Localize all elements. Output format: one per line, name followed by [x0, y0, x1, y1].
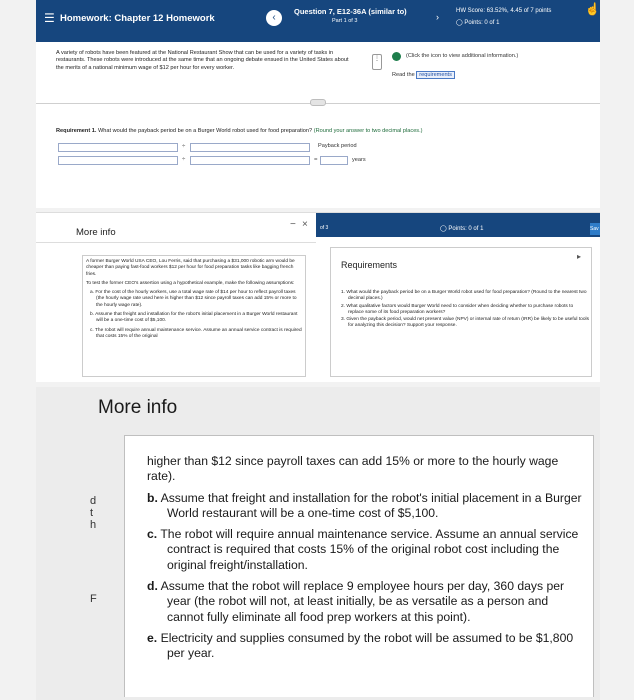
- more-info-para-2: To test the former CEO's assertion using a hypothetical example, make the following assumptions:: [86, 280, 295, 286]
- assumption-letter-b: b.: [147, 490, 158, 505]
- top-header-bar: [36, 0, 600, 42]
- formula-input-4[interactable]: [190, 156, 310, 165]
- years-label: years: [352, 157, 366, 163]
- margin-mark-3: h: [90, 519, 97, 531]
- payback-period-label: Payback period: [318, 143, 357, 149]
- requirement-item-3: 3. Given the payback period, would net present value (NPV) or internal rate of return (IRR) be likely to be useful tools for analyzing this decision? Support your response.: [341, 317, 589, 329]
- requirements-title: Requirements: [341, 260, 398, 270]
- save-button[interactable]: Sav: [590, 223, 600, 235]
- assumption-text-d: Assume that the robot will replace 9 employee hours per day, 360 days per year (the robot will not, at least initially, be as versatile as a person and cannot fully eliminate all food prep workers at this point).: [160, 579, 565, 624]
- requirements-points: ◯ Points: 0 of 1: [440, 226, 484, 232]
- requirements-header-bar: [316, 213, 600, 237]
- equals-symbol: =: [314, 157, 318, 163]
- assumption-letter-d: d.: [147, 579, 158, 594]
- question-part: Part 1 of 3: [332, 18, 358, 24]
- read-the-label: Read the: [392, 72, 415, 78]
- payback-years-input[interactable]: [320, 156, 348, 165]
- margin-mark-2: t: [90, 507, 94, 519]
- margin-mark-4: F: [90, 593, 97, 605]
- more-info-item-b: b. Assume that freight and installation for the robot's initial placement in a Burger World restaurant will be a one-time cost of $5,100.: [90, 312, 298, 324]
- more-info-large-text: [147, 454, 587, 668]
- more-info-item-a: a. For the cost of the hourly workers, use a total wage rate of $14 per hour to reflect payroll taxes (the hourly wage rate used here is higher than $12 since payroll taxes can add 15% or more to the hourly wage rate).: [90, 290, 297, 308]
- points-text: Points: 0 of 1: [464, 20, 500, 26]
- requirement-item-2: 2. What qualitative factors would Burger World need to consider when deciding whether to purchase robots to replace some of its food preparation workers?: [341, 303, 574, 315]
- requirements-button[interactable]: requirements: [416, 71, 455, 79]
- problem-text: A variety of robots have been featured at the National Restaurant Show that can be used for a variety of tasks in restaurants. These robots were introduced at the same time that an ongoing debate ensued in the United States about the merits of a national minimum wage of $12 per hour for every worker.: [56, 50, 349, 71]
- divide-symbol-2: ÷: [182, 157, 186, 163]
- requirement-1-hint: (Round your answer to two decimal places.): [313, 128, 423, 134]
- assumption-item-e: [147, 631, 587, 662]
- question-panel: [36, 0, 600, 208]
- more-info-body: [82, 255, 306, 377]
- assumption-text-b: Assume that freight and installation for the robot's initial placement in a Burger World restaurant will be a one-time cost of $5,100.: [160, 490, 582, 520]
- part-of-label: of 3: [320, 225, 329, 231]
- hamburger-icon[interactable]: ☰: [44, 11, 55, 25]
- requirement-1-label: Requirement 1.: [56, 128, 97, 134]
- more-info-titlebar: [36, 213, 316, 243]
- assumption-letter-c: c.: [147, 527, 158, 542]
- info-icon[interactable]: [392, 52, 401, 61]
- previous-question-button[interactable]: ‹: [266, 10, 282, 26]
- more-info-zoomed-panel: [36, 387, 600, 700]
- more-info-title: More info: [76, 227, 116, 238]
- divide-symbol: ÷: [182, 144, 186, 150]
- click-info-text: (Click the icon to view additional information.): [406, 53, 519, 59]
- assumption-text-c: The robot will require annual maintenance service. Assume an annual service contract is required that costs 15% of the original robot cost including the original freight/installation.: [160, 527, 579, 572]
- popup-panels: [36, 212, 600, 382]
- hand-cursor-icon: ☝: [585, 2, 600, 16]
- minimize-icon[interactable]: −: [290, 219, 296, 230]
- more-info-large-title: More info: [98, 397, 178, 418]
- margin-mark-1: d: [90, 495, 97, 507]
- more-info-large-box: [124, 435, 594, 697]
- requirement-1-question: What would the payback period be on a Burger World robot used for food preparation?: [97, 128, 313, 134]
- requirements-dialog: [330, 247, 592, 377]
- requirements-points-text: Points: 0 of 1: [448, 226, 484, 232]
- formula-input-1[interactable]: [58, 143, 178, 152]
- formula-input-2[interactable]: [190, 143, 310, 152]
- requirement-item-1: 1. What would the payback period be on a Burger World robot used for food preparation? (Round to the nearest two decimal places.): [341, 290, 587, 302]
- formula-input-3[interactable]: [58, 156, 178, 165]
- close-icon[interactable]: ×: [302, 219, 308, 230]
- requirement-1-prompt: [56, 128, 423, 134]
- assumption-text-e: Electricity and supplies consumed by the robot will be assumed to be $1,800 per year.: [160, 630, 574, 661]
- question-points: ◯ Points: 0 of 1: [456, 20, 500, 26]
- continued-text: higher than $12 since payroll taxes can add 15% or more to the hourly wage rate).: [147, 454, 559, 484]
- next-question-button[interactable]: ›: [436, 12, 439, 22]
- more-info-para-1: A former Burger World USA CEO, Lou Ferris, said that purchasing a $31,000 robotic arm would be cheaper than paying fast-food workers $12 per hour for food preparation tasks like bagging french fries.: [86, 259, 295, 277]
- hw-score: HW Score: 63.52%, 4.45 of 7 points: [456, 8, 552, 14]
- question-title: Question 7, E12-36A (similar to): [294, 7, 407, 16]
- assumption-item-c: [147, 527, 587, 573]
- homework-title: Homework: Chapter 12 Homework: [60, 13, 215, 24]
- more-info-item-c: c. The robot will require annual maintenance service. Assume an annual service contract is required that costs 15% of the original: [90, 327, 302, 339]
- assumption-item-d: [147, 579, 587, 625]
- more-options-handle[interactable]: ⋮: [372, 54, 382, 70]
- expand-arrow-icon[interactable]: ▸: [577, 252, 582, 261]
- assumption-letter-e: e.: [147, 630, 158, 645]
- divider-handle[interactable]: [310, 99, 326, 106]
- read-requirements-line: [392, 71, 455, 79]
- requirements-list: [341, 290, 589, 331]
- assumption-item-b: [147, 491, 587, 522]
